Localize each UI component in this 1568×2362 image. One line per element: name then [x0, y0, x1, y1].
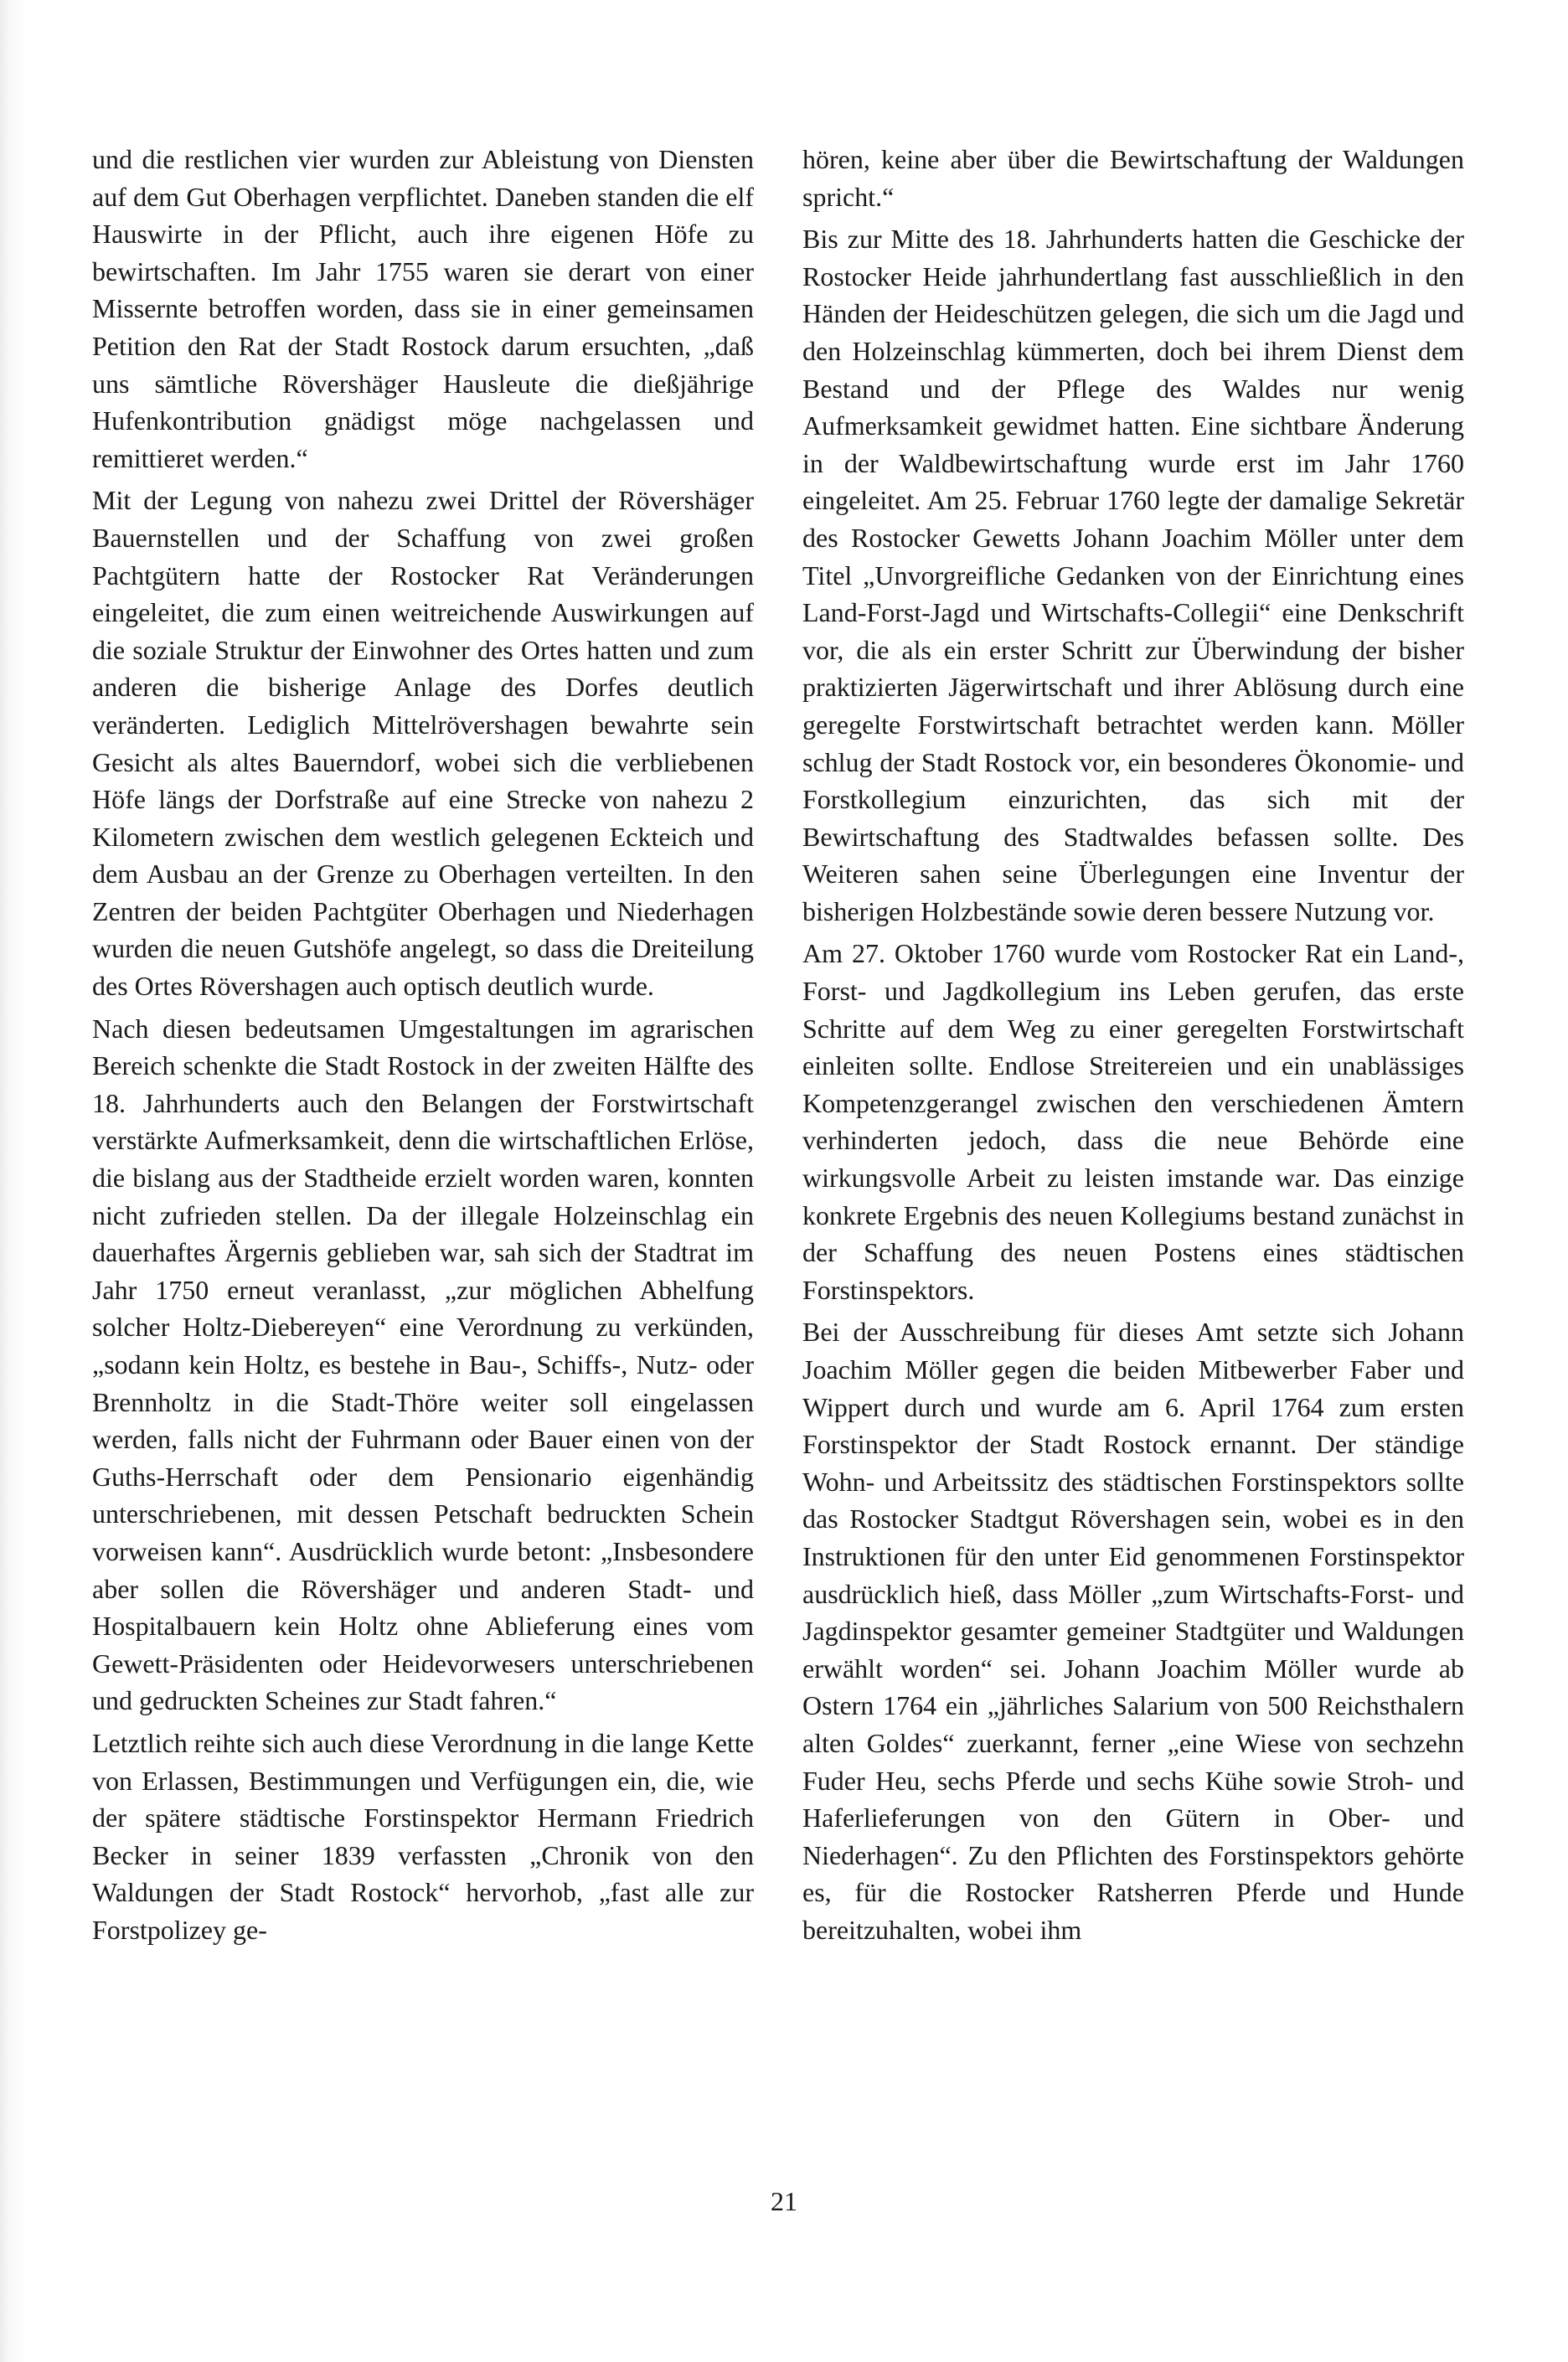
page-number: 21 — [771, 2186, 797, 2216]
paragraph: Bei der Ausschreibung für dieses Amt setzte sich Johann Joachim Möller gegen die beiden Mitbewerber Faber und Wippert durch und wurde am 6. April 1764 zum ersten Forstinspektor der Stadt Rostock ernannt. Der ständige Wohn- und Arbeitssitz des städtischen Forstinspektors sollte das Rostocker Stadtgut Rövershagen sein, wobei es in den Instruktionen für den unter Eid genommenen Forstinspektor ausdrücklich hieß, dass Möller „zum Wirtschafts-Forst- und Jagdinspektor gesamter gemeiner Stadtgüter und Waldungen erwählt worden“ sei. Johann Joachim Möller wurde ab Ostern 1764 ein „jährliches Salarium von 500 Reichsthalern alten Goldes“ zuerkannt, ferner „eine Wiese von sechzehn Fuder Heu, sechs Pferde und sechs Kühe sowie Stroh- und Haferlieferungen von den Gütern in Ober- und Niederhagen“. Zu den Pflichten des Forstinspektors gehörte es, für die Rostocker Ratsherren Pferde und Hunde bereitzuhalten, wobei ihm — [802, 1317, 1464, 1945]
paragraph: und die restlichen vier wurden zur Ableistung von Diensten auf dem Gut Oberhagen verpflichtet. Daneben standen die elf Hauswirte in der Pflicht, auch ihre eigenen Höfe zu bewirtschaften. Im Jahr 1755 waren sie derart von einer Missernte betroffen worden, dass sie in einer gemeinsamen Petition den Rat der Stadt Rostock darum ersuchten, „daß uns sämtliche Rövershäger Hausleute die dießjährige Hufenkontribution gnädigst möge nachgelassen und remittieret werden.“ — [92, 144, 754, 473]
paragraph: Am 27. Oktober 1760 wurde vom Rostocker Rat ein Land-, Forst- und Jagdkollegium ins Leben gerufen, das erste Schritte auf dem Weg zu einer geregelten Forstwirtschaft einleiten sollte. Endlose Streitereien und ein unablässiges Kompetenzgerangel zwischen den verschiedenen Ämtern verhinderten jedoch, dass die neue Behörde eine wirkungsvolle Arbeit zu leisten imstande war. Das einzige konkrete Ergebnis des neuen Kollegiums bestand zunächst in der Schaffung des neuen Postens eines städtischen Forstinspektors. — [802, 938, 1464, 1305]
paragraph: Letztlich reihte sich auch diese Verordnung in die lange Kette von Erlassen, Bestimmungen und Verfügungen ein, die, wie der spätere städtische Forstinspektor Hermann Friedrich Becker in seiner 1839 verfassten „Chronik von den Waldungen der Stadt Rostock“ hervorhob, „fast alle zur Forstpolizey ge- — [92, 1727, 754, 1945]
left-text-column — [92, 141, 754, 1954]
paragraph: Mit der Legung von nahezu zwei Drittel der Rövershäger Bauernstellen und der Schaffung von zwei großen Pachtgütern hatte der Rostocker Rat Veränderungen eingeleitet, die zum einen weitreichende Auswirkungen auf die soziale Struktur der Einwohner des Ortes hatten und zum anderen die bisherige Anlage des Dorfes deutlich veränderten. Lediglich Mittelrövershagen bewahrte sein Gesicht als altes Bauerndorf, wobei sich die verbliebenen Höfe längs der Dorfstraße auf eine Strecke von nahezu 2 Kilometern zwischen dem westlich gelegenen Eckteich und dem Ausbau an der Grenze zu Oberhagen verteilten. In den Zentren der beiden Pachtgüter Oberhagen und Niederhagen wurden die neuen Gutshöfe angelegt, so dass die Dreiteilung des Ortes Rövershagen auch optisch deutlich wurde. — [92, 485, 754, 1002]
paragraph: hören, keine aber über die Bewirtschaftung der Waldungen spricht.“ — [802, 144, 1464, 212]
paragraph: Bis zur Mitte des 18. Jahrhunderts hatten die Geschicke der Rostocker Heide jahrhundertlang fast ausschließlich in den Händen der Heideschützen gelegen, die sich um die Jagd und den Holzeinschlag kümmerten, doch bei ihrem Dienst dem Bestand und der Pflege des Waldes nur wenig Aufmerksamkeit gewidmet hatten. Eine sichtbare Änderung in der Waldbewirtschaftung wurde erst im Jahr 1760 eingeleitet. Am 25. Februar 1760 legte der damalige Sekretär des Rostocker Gewetts Johann Joachim Möller unter dem Titel „Unvorgreifliche Gedanken von der Einrichtung eines Land-Forst-Jagd und Wirtschafts-Collegii“ eine Denkschrift vor, die als ein erster Schritt zur Überwindung der bisher praktizierten Jägerwirtschaft und ihrer Ablösung durch eine geregelte Forstwirtschaft betrachtet werden kann. Möller schlug der Stadt Rostock vor, ein besonderes Ökonomie- und Forstkollegium einzurichten, das sich mit der Bewirtschaftung des Stadtwaldes befassen sollte. Des Weiteren sahen seine Überlegungen eine Inventur der bisherigen Holzbestände sowie deren bessere Nutzung vor. — [802, 224, 1464, 926]
paragraph: Nach diesen bedeutsamen Umgestaltungen im agrarischen Bereich schenkte die Stadt Rostock in der zweiten Hälfte des 18. Jahrhunderts auch den Belangen der Forstwirtschaft verstärkte Aufmerksamkeit, denn die wirtschaftlichen Erlöse, die bislang aus der Stadtheide erzielt worden waren, konnten nicht zufrieden stellen. Da der illegale Holzeinschlag ein dauerhaftes Ärgernis geblieben war, sah sich der Stadtrat im Jahr 1750 erneut veranlasst, „zur möglichen Abhelfung solcher Holtz-Diebereyen“ eine Verordnung zu verkünden, „sodann kein Holtz, es bestehe in Bau-, Schiffs-, Nutz- oder Brennholtz in die Stadt-Thöre weiter soll eingelassen werden, falls nicht der Fuhrmann oder Bauer einen von der Guths-Herrschaft oder dem Pensionario eigenhändig unterschriebenen, mit dessen Petschaft bedruckten Schein vorweisen kann“. Ausdrücklich wurde betont: „Insbesondere aber sollen die Rövershäger und anderen Stadt- und Hospitalbauern kein Holtz ohne Ablieferung eines vom Gewett-Präsidenten oder Heidevorwesers unterschriebenen und gedruckten Scheines zur Stadt fahren.“ — [92, 1013, 754, 1716]
right-text-column — [802, 141, 1464, 1954]
